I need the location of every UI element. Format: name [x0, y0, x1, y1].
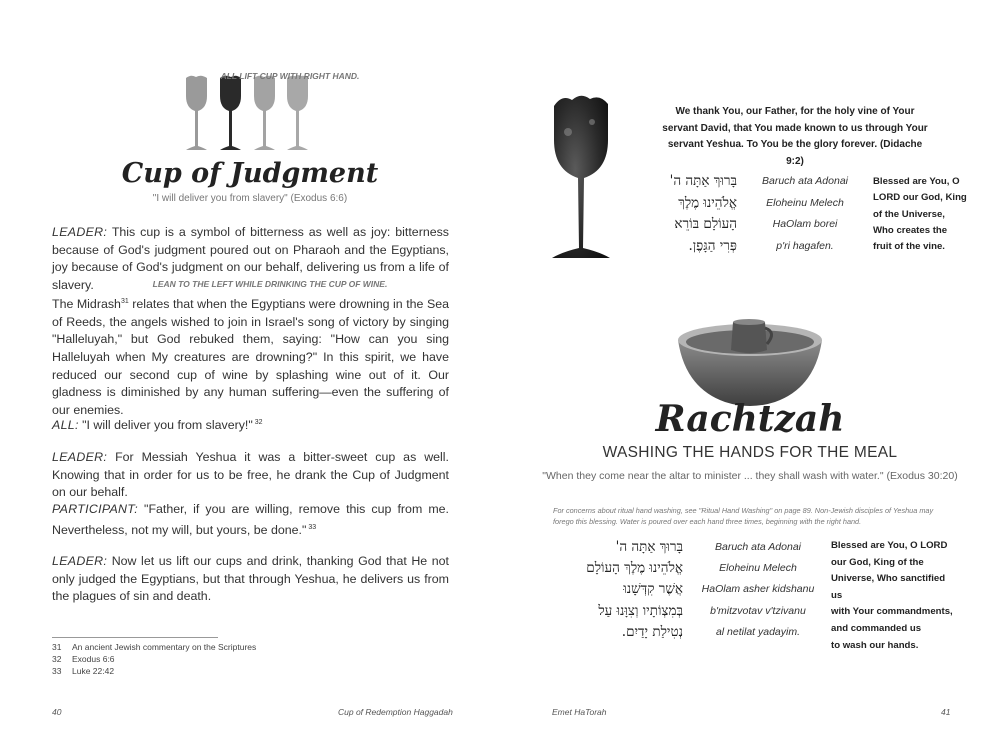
speaker-label: ALL:: [52, 418, 79, 433]
footnote-ref: 33: [306, 523, 317, 531]
hand-washing-blessing: [553, 537, 956, 654]
paragraph-participant: [52, 501, 449, 539]
running-title: Emet HaTorah: [552, 707, 607, 717]
translit-line: Eloheinu Melech: [719, 562, 797, 575]
translit-line: Baruch ata Adonai: [714, 541, 801, 553]
footnote-ref: 32: [252, 419, 263, 426]
footnote-item: [52, 665, 256, 677]
hebrew-line: אֱלֹהֵינוּ מֶלֶךְ: [678, 194, 737, 211]
footnote-text: Exodus 6:6: [72, 654, 115, 664]
footnote-divider: [52, 637, 218, 638]
translit-line: Eloheinu Melech: [766, 196, 844, 209]
english-translation: [873, 174, 973, 257]
hebrew-line: אֱלֹהֵינוּ מֶלֶךְ הָעוֹלָם: [586, 560, 683, 577]
footnote-text: Luke 22:42: [72, 666, 115, 676]
speaker-label: LEADER:: [52, 554, 108, 568]
english-line: to wash our hands.: [831, 639, 919, 651]
translit-line: HaOlam asher kidshanu: [701, 583, 815, 596]
translit-line: p'ri hagafen.: [776, 239, 834, 252]
wine-glass-icon: [287, 76, 308, 150]
transliteration: [693, 537, 823, 654]
translit-line: Baruch ata Adonai: [761, 175, 848, 187]
paragraph-leader-2: [52, 449, 449, 502]
hebrew-line: בָּרוּךְ אַתָּה ה': [615, 539, 683, 555]
translit-line: HaOlam borei: [772, 218, 838, 230]
washing-bowl-icon: [675, 318, 825, 410]
hebrew-line: בָּרוּךְ אַתָּה ה': [669, 173, 737, 189]
english-line: of the Universe,: [873, 208, 945, 220]
transliteration: [745, 171, 865, 257]
footnote-item: [52, 653, 256, 665]
footnote-item: [52, 641, 256, 653]
instruction-lean: LEAN TO THE LEFT WHILE DRINKING THE CUP OF WINE.: [152, 279, 388, 289]
english-line: our God, King of the: [831, 556, 924, 568]
english-translation: [831, 538, 956, 654]
english-line: Universe, Who sanctified us: [831, 573, 946, 601]
paragraph-text: "Father, if you are willing, remove this cup from me. Nevertheless, not my will, but yours, be done.": [52, 502, 449, 537]
running-title: Cup of Redemption Haggadah: [338, 707, 453, 717]
speaker-label: PARTICIPANT:: [52, 502, 138, 516]
paragraph-text: The Midrash: [52, 297, 121, 312]
hebrew-line: נְטִילַת יָדַיִם.: [621, 623, 683, 640]
speaker-label: LEADER:: [52, 225, 108, 239]
english-line: Blessed are You, O: [873, 176, 960, 187]
footnote-number: 33: [52, 666, 62, 676]
hebrew-line: בְּמִצְוֹתָיו וְצִוָּנוּ עַל: [598, 602, 683, 619]
english-line: with Your commandments,: [831, 606, 953, 618]
english-line: LORD our God, King: [873, 192, 967, 204]
footnotes: [52, 641, 256, 677]
paragraph-midrash: [52, 293, 449, 419]
hebrew-line: אֲשֶׁר קִדְּשָׁנוּ: [623, 581, 683, 598]
wine-glass-icon: [254, 76, 275, 150]
wine-glass-icon: [548, 92, 614, 262]
page-number: 40: [52, 707, 62, 717]
wine-glass-icon: [186, 76, 207, 150]
translit-line: b'mitzvotav v'tzivanu: [710, 604, 806, 617]
hand-washing-note: For concerns about ritual hand washing, see "Ritual Hand Washing" on page 89. Non-Jewish disciples of Yeshua may forego this blessing. Water is poured over each hand three times, beginning with the right hand.: [553, 506, 934, 526]
hebrew-line: הָעוֹלָם בּוֹרֵא: [674, 216, 737, 232]
instruction-lift-cup: ALL LIFT CUP WITH RIGHT HAND.: [220, 71, 360, 81]
translit-line: al netilat yadayim.: [715, 625, 801, 638]
paragraph-text: This cup is a symbol of bitterness as well as joy: bitterness because of God's judgment poured out on Pharaoh and the Egyptians, joy because of God's judgment on our behalf, delivering us from a life of slavery.: [52, 225, 449, 292]
paragraph-text: "I will deliver you from slavery!": [78, 418, 253, 433]
wine-blessing: [625, 171, 973, 257]
speaker-label: LEADER:: [52, 450, 108, 464]
four-cups-illustration: [183, 74, 318, 154]
hebrew-blessing: [553, 537, 683, 654]
section-title: Rachtzah: [655, 398, 845, 440]
footnote-number: 32: [52, 654, 62, 664]
hebrew-blessing: [625, 171, 737, 257]
thanksgiving-text: We thank You, our Father, for the holy vine of Your servant David, that You made known to us through Your servant Yeshua. To You be the glory forever. (Didache 9:2): [662, 106, 928, 167]
wine-glass-dark-icon: [220, 76, 241, 150]
english-line: fruit of the vine.: [873, 241, 945, 253]
hebrew-line: פְּרִי הַגָּפֶן.: [688, 237, 737, 254]
section-subtitle: WASHING THE HANDS FOR THE MEAL: [602, 444, 898, 461]
footnote-number: 31: [52, 642, 62, 652]
footnote-text: An ancient Jewish commentary on the Scriptures: [72, 642, 257, 652]
section-citation: "When they come near the altar to minister ... they shall wash with water." (Exodus 30:20): [542, 470, 958, 482]
paragraph-text: relates that when the Egyptians were drowning in the Sea of Reeds, the angels wished to join in Israel's song of victory by singing "Halleluyah," but God rebuked them, saying: "How can you sing Halleluyah when My creatures are drowning?" In this spirit, we have reduced our second cup of wine by splashing wine out of it. Our gladness is diminished by any human suffering—even the suffering of our enemies.: [52, 297, 449, 417]
footnote-ref: 31: [120, 298, 129, 305]
page-title: Cup of Judgment: [121, 158, 379, 189]
english-line: Who creates the: [873, 224, 948, 236]
english-line: and commanded us: [831, 622, 922, 634]
paragraph-text: Now let us lift our cups and drink, thanking God that He not only judged the Egyptians, but that through Yeshua, he delivers us from the plagues of sin and death.: [52, 554, 449, 604]
title-citation: "I will deliver you from slavery" (Exodus 6:6): [152, 193, 348, 204]
paragraph-leader-3: [52, 553, 449, 606]
paragraph-all: [52, 414, 449, 435]
paragraph-text: For Messiah Yeshua it was a bitter-sweet cup as well. Knowing that in order for us to be free, he drank the Cup of Judgment on our behalf.: [52, 450, 449, 500]
page-number: 41: [941, 707, 951, 717]
english-line: Blessed are You, O LORD: [831, 540, 948, 551]
